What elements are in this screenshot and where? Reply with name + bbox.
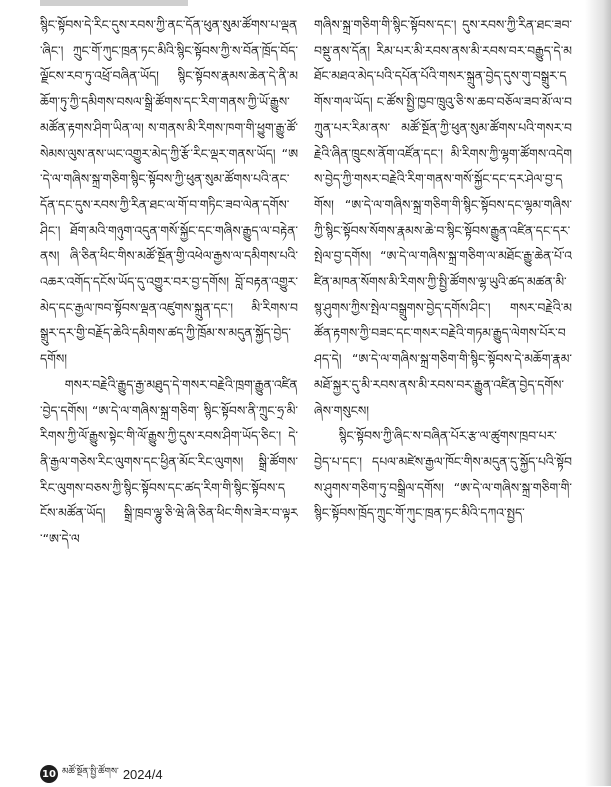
issue-number: 2024/4 (122, 766, 163, 782)
paragraph: སྙིང་སྟོབས་དེ་རིང་དུས་རབས་ཀྱི་ནང་དོན་ཕུན་སུམ་ཚོགས་པ་ལྡན་ཞིང་། ཀྲུང་གོ་ཀུང་ཁྲན་ཏང་མིའི་སྙིང་སྟོབས་ཀྱི་ས་བོན་ཁྲོད་བོད་ལྗོངས་རབ་ཏུ་འཕྲོ་བཞིན་ཡོད། སྙིང་སྟོབས་རྣམས་ཆེན་དེ་ནི་མཆོག་ཏུ་ཀྱི་དམིགས་བསལ་སྒྲི་ཚོགས་དང་རིག་གནས་ཀྱི་ཡོ་རྒྱུས་མཚོན་རྟགས་ཤིག་ཡིན་ལ། ས་གནས་མི་རིགས་ཁག་གི་ཕྱུག་རྒྱུ་ཚོ་སེམས་ལུས་ནས་ཡང་འགྱུར་མེད་ཀྱི་རྩོ་རིང་ལྡར་གནས་ཡོད། “ཨ་དེ་ལ་གཞིས་སྐྲ་གཅིག་སྙིང་སྟོབས་ཀྱི་ཕུན་སུམ་ཚོགས་པའི་ནང་དོན་དང་དུས་རབས་ཀྱི་རིན་ཐང་ལ་གོ་བ་གཏིང་ཟབ་ལེན་དགོས་ཤིང་། ཐོག་མའི་གཉུག་འདུན་གསོ་སྐྱོང་དང་གཞིས་རྒྱུད་ལ་བརྟེན་ནས། ཞི་ཅིན་ཕིང་གིས་མཚོ་སྔོན་གྱི་འཕེལ་རྒྱས་ལ་དམིགས་པའི་འཆར་འགོད་དངོས་ཡོད་དུ་འགྱུར་བར་བྱ་དགོས། བློ་བརྟན་འགྱུར་མེད་དང་རྒྱལ་ཁབ་སྟོབས་ལྡན་འཛུགས་སྐྲུན་དང་། མི་རིགས་བསྒྲུར་དར་གྱི་བརྗོད་ཆེའི་དམིགས་ཚད་ཀྱི་ཁྲོམ་ས་མདུན་སྐྱོད་བྱེད་དགོས། (40, 17, 298, 367)
page-edge-shadow (585, 0, 611, 786)
paragraph: གསར་བརྗེའི་རྒྱུད་རྒྱ་མཐུད་དེ་གསར་བརྗེའི་ཁྲག་རྒྱུན་འཛིན་བྱེད་དགོས། “ཨ་དེ་ལ་གཞིས་སྐྲ་གཅིག་ སྙིང་སྟོབས་ནི་ཀྲུང་ཧྲ་མི་རིགས་ཀྱི་ལོ་རྒྱུས་སྟེང་གི་ལོ་རྒྱུས་ཀྱི་དུས་རབས་ཤིག་ཡོད་ཅིང་། དེ་ནི་རྒྱལ་གཅེས་རིང་ལུགས་དང་ཕྱིན་མོང་རིང་ལུགས། སྒྲི་ཚོགས་རིང་ལུགས་བཅས་ཀྱི་སྙིང་སྟོབས་དང་ཚད་རིག་གི་སྙིང་སྟོབས་དངོས་མཚོན་ཡོད། སྒྲི་ཁྲབ་ལྷུ་ཅི་ཝེ་ཞི་ཅིན་ཕིང་གིས་ཟེར་བ་ལྟར་“ཨ་དེ་ལ (40, 376, 298, 547)
paragraph: གཞིས་སྐྲ་གཅིག་གི་སྙིང་སྟོབས་དང་། དུས་རབས་ཀྱི་རིན་ཐང་ཟབ་བསྡུ་ནས་དོན། རིམ་པར་མི་རབས་ནས་མི་རབས་བར་བརྒྱུད་དེ་མཐོང་མཐའ་མེད་པའི་དཔོན་པོའི་གསར་སྐྲུན་བྱེད་དུས་གུ་བསྒྲུར་དགོས་གལ་ཡོད། ང་ཚོས་སྤྱི་ཁྱབ་ཁྲུའུ་ཅི་ས་ཆབ་བཅོལ་ཟབ་མོ་ལ་བཀྲུན་པར་རིམ་ནས་ མཚོ་སྔོན་ཀྱི་ཕུན་སུམ་ཚོགས་པའི་གསར་བརྗེའི་ཞིན་ཁྲུངས་ནོག་འཛོན་དང་། མི་རིགས་ཀྱི་ལྷག་ཚོགས་འདེགས་བྱེད་ཀྱི་གསར་བརྗེའི་རིག་གནས་གསོ་སྐྱོང་དང་དར་ཤེལ་བྱ་དགོས། “ཨ་དེ་ལ་གཞིས་སྐྲ་གཅིག་གི་སྙིང་སྟོབས་དང་ལྷམ་གཞིས་ཀྱི་སྙིང་སྟོབས་སོགས་རྣམས་ཆེ་བ་སྙིང་སྟོབས་རྒྱུན་འཛིན་དང་དར་སྤེལ་བྱ་དགོས། “ཨ་དེ་ལ་གཞིས་སྐྲ་གཅིག་ལ་མཐོང་རྒྱུ་ཆེན་པོ་འཛིན་མཁན་སོགས་མི་རིགས་ཀྱི་སྤྱི་ཚོགས་ལྷ་ཡུའི་ཚད་མཚན་མི་སྙ་ཤུགས་ཀྱིས་སྤེལ་བསྒྲུགས་བྱེད་དགོས་ཤིང་། གསར་བརྗེའི་མཚོན་རྟགས་ཀྱི་བཟང་དང་གསར་བརྗེའི་གཏམ་རྒྱུད་ལེགས་པོར་བཤད་དེ། “ཨ་དེ་ལ་གཞིས་སྐྲ་གཅིག་གི་སྙིང་སྟོབས་དེ་མཆོག་རྣམ་མཐོ་སྐྱར་དུ་མི་རབས་ནས་མི་རབས་བར་རྒྱུན་འཛིན་བྱེད་དགོས་ཞེས་གསུངས། (314, 17, 572, 418)
page-footer (40, 764, 163, 784)
page-number-badge: 10 (40, 765, 58, 783)
header-strip (40, 0, 188, 6)
journal-name: མཚོ་སྔོན་སྤྱི་ཚོགས་ (62, 766, 119, 777)
paragraph: སྙིང་སྟོབས་ཀྱི་ཞིང་ས་བཞིན་པོར་རྩ་ལ་ཚུགས་ཁྲབ་པར་བྱེད་པ་དང་། དཔལ་མཛེས་རྒྱལ་ཁོང་གིས་མདུན་དུ་སྐྱོད་པའི་སྟོབས་ཤུགས་གཅིག་ཏུ་བསྒྲིལ་དགོས། “ཨ་དེ་ལ་གཞིས་སྐྲ་གཅིག་གི་སྙིང་སྟོབས་ཁྲོད་ཀྲུང་གོ་ཀུང་ཁྲན་ཏང་མིའི་དཀའ་སྤྱད་ (314, 428, 572, 521)
article-column-right (314, 12, 572, 752)
article-column-left (40, 12, 298, 752)
